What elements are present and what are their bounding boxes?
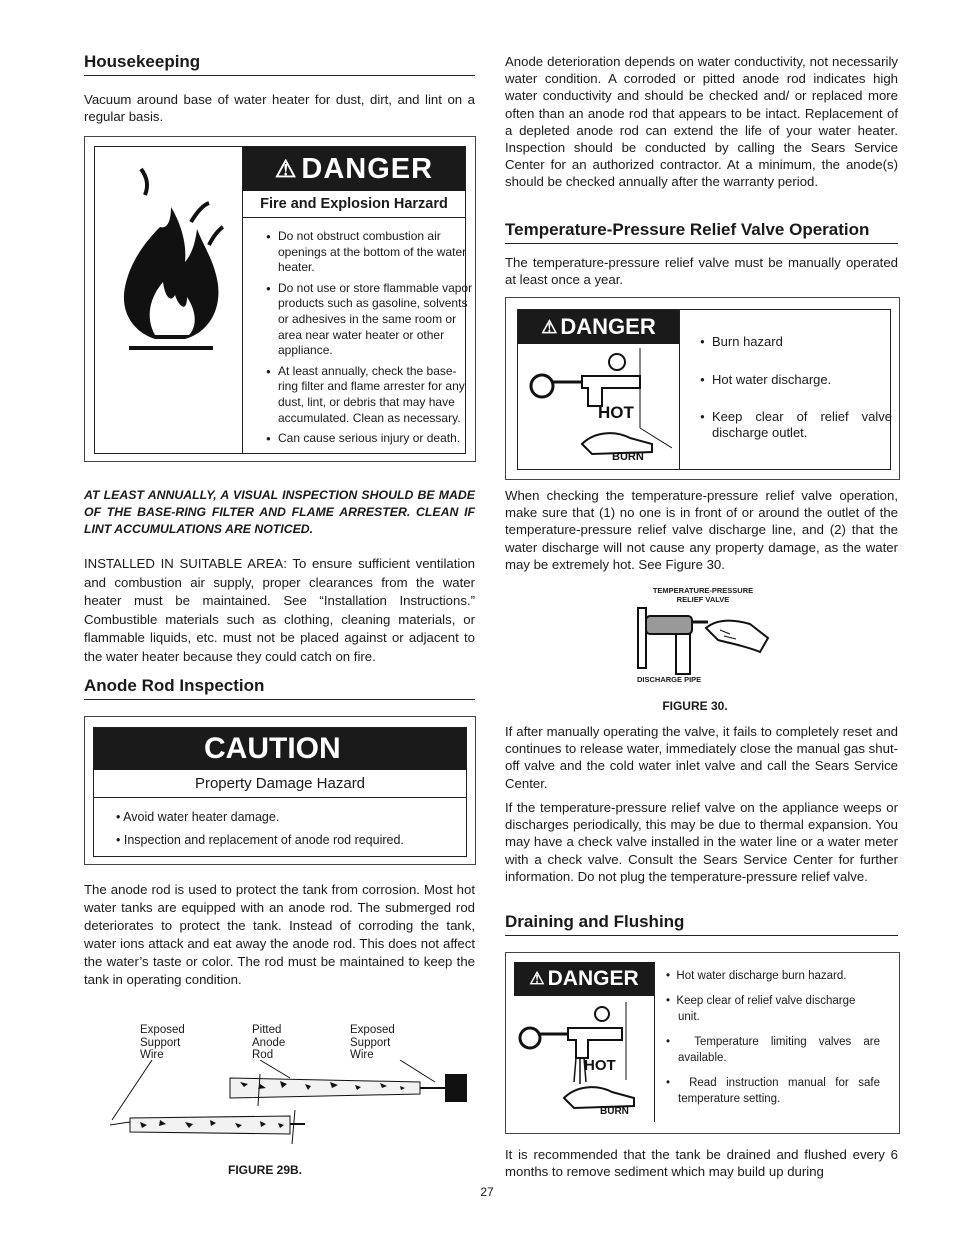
fig29b-label-2: Pitted Anode Rod bbox=[252, 1024, 286, 1061]
list-item: ● Hot water discharge. bbox=[712, 372, 892, 388]
caution-header: CAUTION bbox=[94, 728, 466, 770]
danger-fire-box bbox=[84, 136, 476, 462]
hot-label: HOT bbox=[598, 403, 634, 422]
caution-item: • Inspection and replacement of anode rod required. bbox=[116, 833, 404, 847]
anode-continued-text: Anode deterioration depends on water conductivity, not necessarily water condition. A corroded or pitted anode rod indicates high water conductivity and should be checked and/ or replaced more often than an anode rod that appears to be intact. Replacement of a depleted anode rod can extend the life of your water heater. Inspection should be conducted by calling the Sears Service Center for an authorized contractor. At a minimum, the anode(s) should be checked annually after the warranty period. bbox=[505, 54, 898, 190]
danger-list bbox=[266, 229, 474, 452]
danger-header: ⚠ DANGER bbox=[518, 310, 679, 344]
fig30-valve-label: TEMPERATURE-PRESSURE RELIEF VALVE bbox=[652, 586, 754, 604]
anode-rod-diagram bbox=[100, 1060, 475, 1150]
burn-label: BURN bbox=[612, 451, 644, 463]
housekeeping-text: Vacuum around base of water heater for dust, dirt, and lint on a regular basis. bbox=[84, 92, 475, 125]
flame-icon bbox=[105, 167, 235, 352]
list-item: ● Burn hazard bbox=[712, 334, 892, 350]
list-item: ● Keep clear of relief valve discharge outlet. bbox=[712, 409, 892, 440]
installed-text: INSTALLED IN SUITABLE AREA: To ensure sufficient ventilation and combustion air supply, proper clearances from the water heater must be maintained. See “Installation Instructions.” Combustible materials such as clothing, cleaning materials, or flammable liquids, etc. must not be placed against or adjacent to the water heater because they could catch on fire. bbox=[84, 556, 475, 664]
hot-label: HOT bbox=[584, 1057, 616, 1074]
tp-check-text: When checking the temperature-pressure relief valve operation, make sure that (1) no one is in front of or around the outlet of the temperature-pressure relief valve discharge line, and (2) that the water discharge will not cause any property damage, as the water may be extremely hot. See Figure 30. bbox=[505, 488, 898, 572]
fig30-pipe-label: DISCHARGE PIPE bbox=[637, 675, 702, 684]
danger-header: ⚠ DANGER bbox=[514, 962, 654, 996]
tp-valve-text: The temperature-pressure relief valve must be manually operated at least once a year. bbox=[505, 255, 898, 288]
warning-triangle-icon: ⚠ bbox=[541, 316, 558, 337]
list-item: ● Do not use or store flammable vapor products such as gasoline, solvents or adhesives in the same room or area near water heater or other appliance. bbox=[278, 281, 474, 359]
fig29b-caption: FIGURE 29B. bbox=[227, 1163, 302, 1177]
hot-water-burn-icon bbox=[522, 348, 672, 466]
list-item: ● At least annually, check the base-ring filter and flame arrester for any dust, lint, or debris that may have accumulated. Clean as necessary. bbox=[278, 364, 474, 426]
housekeeping-heading: Housekeeping bbox=[84, 52, 475, 76]
danger-burn-box bbox=[505, 297, 900, 480]
annual-note: AT LEAST ANNUALLY, A VISUAL INSPECTION SHOULD BE MADE OF THE BASE-RING FILTER AND FLAME ARRESTER. CLEAN IF LINT ACCUMULATIONS ARE NOTICED. bbox=[84, 488, 475, 537]
danger-list bbox=[700, 334, 892, 445]
list-item: ● Do not obstruct combustion air openings at the bottom of the water heater. bbox=[278, 229, 474, 276]
burn-label: BURN bbox=[600, 1106, 629, 1117]
draining-heading: Draining and Flushing bbox=[505, 912, 898, 936]
fig29b-label-3: Exposed Support Wire bbox=[350, 1024, 395, 1061]
fig29b-label-1: Exposed Support Wire bbox=[140, 1024, 185, 1061]
anode-heading: Anode Rod Inspection bbox=[84, 676, 475, 700]
anode-text: The anode rod is used to protect the tank from corrosion. Most hot water tanks are equipped with an anode rod. The submerged rod deteriorates to protect the tank. Instead of corroding the tank, water ions attack and eat away the anode rod. This does not affect the water’s taste or color. The rod must be maintained to keep the tank in operating condition. bbox=[84, 882, 475, 987]
list-item: • Keep clear of relief valve discharge unit. bbox=[666, 995, 856, 1023]
danger-header: ⚠ DANGER bbox=[243, 147, 465, 191]
caution-item: • Avoid water heater damage. bbox=[116, 810, 280, 824]
list-item: • Hot water discharge burn hazard. bbox=[666, 970, 847, 982]
reset-text: If after manually operating the valve, it fails to completely reset and continues to release water, immediately close the manual gas shut-off valve and the cold water inlet valve and call the Sears Service Center. bbox=[505, 724, 898, 791]
page-number: 27 bbox=[480, 1185, 494, 1199]
draining-text: It is recommended that the tank be drained and flushed every 6 months to remove sediment which may build up during bbox=[505, 1147, 898, 1180]
weeps-text: If the temperature-pressure relief valve on the appliance weeps or discharges periodically, this may be due to thermal expansion. You may have a check valve installed in the water line or a water meter with a check valve. Consult the Sears Service Center for further information. Do not plug the temperature-pressure relief valve. bbox=[505, 800, 898, 884]
warning-triangle-icon: ⚠ bbox=[529, 969, 545, 988]
tp-valve-heading: Temperature-Pressure Relief Valve Operation bbox=[505, 220, 898, 244]
danger-subtitle: Fire and Explosion Harzard bbox=[243, 191, 465, 218]
list-item: ● Can cause serious injury or death. bbox=[278, 431, 474, 447]
warning-triangle-icon: ⚠ bbox=[274, 155, 298, 183]
list-item: • Read instruction manual for safe temperature setting. bbox=[666, 1077, 880, 1105]
caution-subtitle: Property Damage Hazard bbox=[94, 770, 466, 798]
danger-list bbox=[666, 968, 880, 1107]
fig30-caption: FIGURE 30. bbox=[662, 699, 728, 713]
list-item: • Temperature limiting valves are available. bbox=[666, 1036, 880, 1064]
relief-valve-diagram bbox=[628, 606, 773, 676]
danger-discharge-box bbox=[505, 952, 900, 1134]
hot-water-burn-icon bbox=[514, 1002, 652, 1118]
caution-box bbox=[84, 716, 476, 865]
